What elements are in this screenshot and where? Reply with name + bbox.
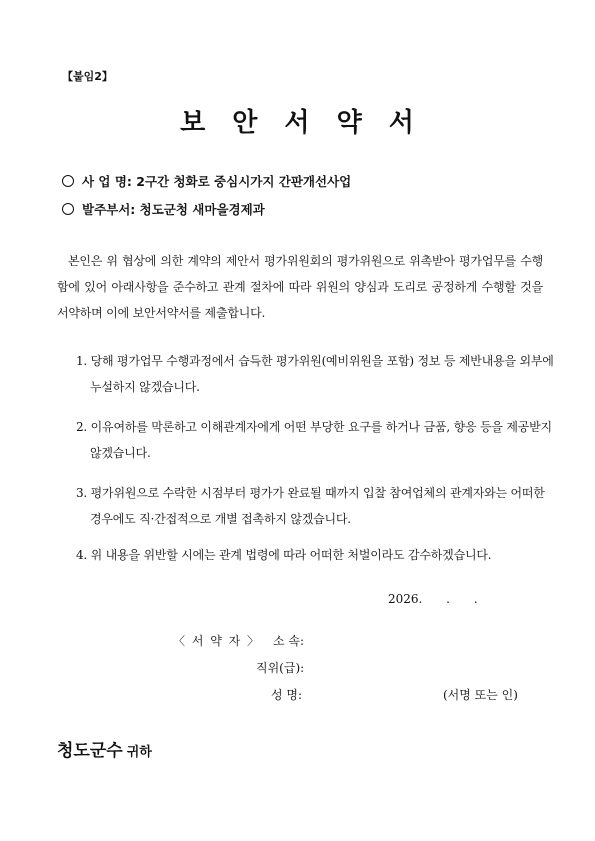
- recipient-line: [57, 736, 152, 761]
- affiliation-label: 소 속:: [273, 634, 305, 648]
- recipient-honorific: 귀하: [126, 745, 152, 760]
- intro-paragraph: 본인은 위 협상에 의한 계약의 제안서 평가위원회의 평가위원으로 위촉받아 평가업무를 수행함에 있어 아래사항을 준수하고 관계 절차에 따라 위원의 양심과 도리로 공정하게 수행할 것을 서약하며 이에 보안서약서를 제출합니다.: [57, 254, 543, 320]
- date-line: 2026. . .: [388, 592, 478, 606]
- project-name-line: [62, 172, 351, 190]
- department-line: [62, 200, 265, 218]
- pledge-item-2: 2. 이유여하를 막론하고 이해관계자에게 어떤 부당한 요구를 하거나 금품, 향응 등을 제공받지 않겠습니다.: [76, 420, 552, 460]
- signature-note: (서명 또는 인): [443, 688, 518, 702]
- name-label: 성 명:: [271, 688, 303, 702]
- department-text: 발주부서: 청도군청 새마을경제과: [82, 202, 265, 217]
- position-label: 직위(급):: [256, 661, 305, 675]
- project-name-text: 사 업 명: 2구간 청화로 중심시가지 간판개선사업: [82, 174, 352, 189]
- recipient-name: 청도군수: [57, 741, 123, 761]
- signer-header: 〈 서 약 자 〉: [173, 634, 260, 648]
- pledge-item-3: 3. 평가위원으로 수락한 시점부터 평가가 완료될 때까지 입찰 참여업체의 관계자와는 어떠한 경우에도 직·간접적으로 개별 접촉하지 않겠습니다.: [76, 486, 545, 526]
- pledge-item-1: 1. 당해 평가업무 수행과정에서 습득한 평가위원(예비위원을 포함) 정보 등 제반내용을 외부에 누설하지 않겠습니다.: [76, 354, 554, 394]
- circle-bullet-icon: [62, 203, 74, 215]
- circle-bullet-icon: [62, 175, 74, 187]
- document-title: 보 안 서 약 서: [180, 108, 415, 138]
- attachment-label: 【붙임2】: [62, 70, 113, 83]
- pledge-item-4: 4. 위 내용을 위반할 시에는 관계 법령에 따라 어떠한 처벌이라도 감수하겠습니다.: [76, 548, 492, 562]
